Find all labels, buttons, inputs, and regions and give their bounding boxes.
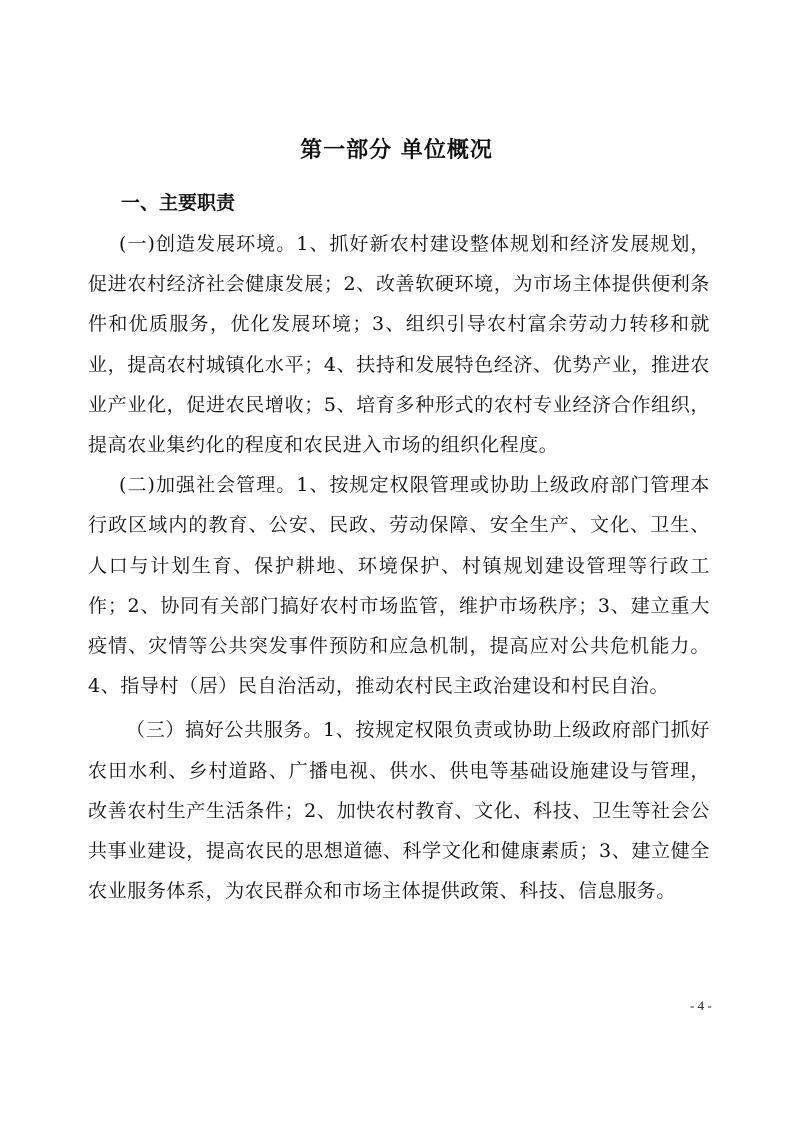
section-heading: 一、主要职责 (121, 192, 236, 214)
paragraph-develop-environment: (一)创造发展环境。1、抓好新农村建设整体规划和经济发展规划，促进农村经济社会健康发展；2、改善软硬环境，为市场主体提供便利条件和优质服务，优化发展环境；3、组织引导农村富余劳动力转移和就业，提高农村城镇化水平；4、扶持和发展特色经济、优势产业，推进农业产业化，促进农民增收；5、培育多种形式的农村专业经济合作组织，提高农业集约化的程度和农民进入市场的组织化程度。 (88, 233, 710, 457)
page-title: 第一部分 单位概况 (300, 138, 493, 163)
paragraph-social-management: (二)加强社会管理。1、按规定权限管理或协助上级政府部门管理本行政区域内的教育、公安、民政、劳动保障、安全生产、文化、卫生、人口与计划生育、保护耕地、环境保护、村镇规划建设管理等行政工作；2、协同有关部门搞好农村市场监管，维护市场秩序；3、建立重大疫情、灾情等公共突发事件预防和应急机制，提高应对公共危机能力。4、指导村（居）民自治活动，推动农村民主政治建设和村民自治。 (88, 474, 710, 698)
page-number: - 4 - (690, 998, 712, 1013)
paragraph-public-service: （三）搞好公共服务。1、按规定权限负责或协助上级政府部门抓好农田水利、乡村道路、广播电视、供水、供电等基础设施建设与管理，改善农村生产生活条件；2、加快农村教育、文化、科技、卫生等社会公共事业建设，提高农民的思想道德、科学文化和健康素质；3、建立健全农业服务体系，为农民群众和市场主体提供政策、科技、信息服务。 (88, 719, 710, 903)
document-body (88, 224, 710, 911)
